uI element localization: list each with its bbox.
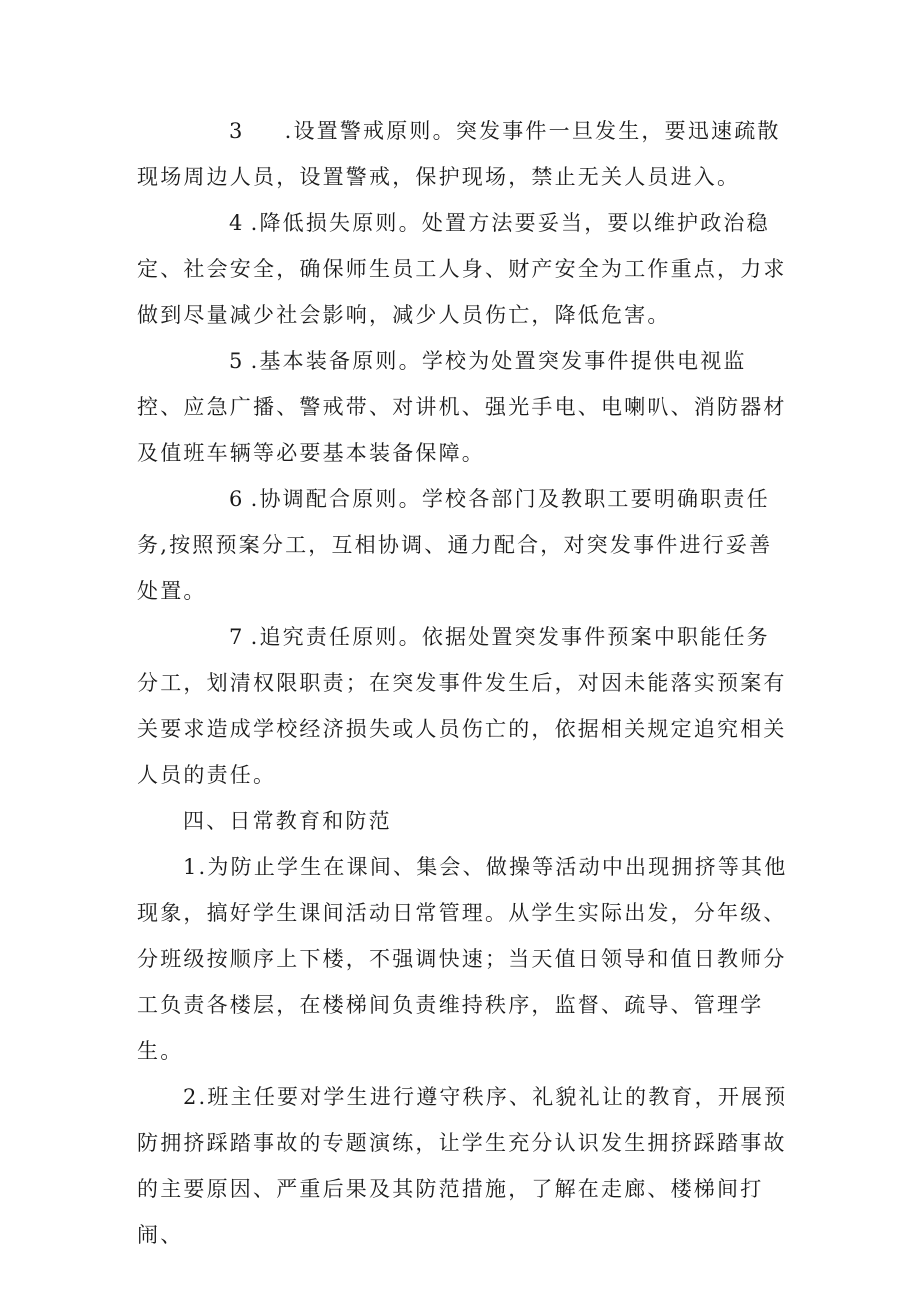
- paragraph-number: 3: [229, 119, 245, 143]
- paragraph-number: 5: [229, 349, 245, 373]
- paragraph-item-2: [137, 1074, 792, 1258]
- paragraph-principle-3: [137, 108, 792, 200]
- paragraph-principle-7: [137, 614, 792, 798]
- paragraph-principle-6: [137, 476, 792, 614]
- paragraph-text: .基本装备原则。学校为处置突发事件提供电视监控、应急广播、警戒带、对讲机、强光手电、电喇叭、消防器材及值班车辆等必要基本装备保障。: [137, 349, 787, 465]
- section-heading: 四、日常教育和防范: [183, 809, 392, 833]
- paragraph-number: 7: [229, 625, 245, 649]
- paragraph-text: .降低损失原则。处置方法要妥当，要以维护政治稳定、社会安全，确保师生员工人身、财产安全为工作重点，力求做到尽量减少社会影响，减少人员伤亡，降低危害。: [137, 211, 787, 327]
- document-body: [137, 108, 792, 1258]
- paragraph-number: 4: [229, 211, 245, 235]
- paragraph-principle-4: [137, 200, 792, 338]
- paragraph-text: 1.为防止学生在课间、集会、做操等活动中出现拥挤等其他现象，搞好学生课间活动日常管理。从学生实际出发，分年级、分班级按顺序上下楼，不强调快速；当天值日领导和值日教师分工负责各楼层，在楼梯间负责维持秩序，监督、疏导、管理学生。: [137, 855, 788, 1063]
- paragraph-text: .设置警戒原则。突发事件一旦发生，要迅速疏散现场周边人员，设置警戒，保护现场，禁止无关人员进入。: [137, 119, 781, 189]
- paragraph-principle-5: [137, 338, 792, 476]
- paragraph-item-1: [137, 844, 792, 1074]
- paragraph-text: 2.班主任要对学生进行遵守秩序、礼貌礼让的教育，开展预防拥挤踩踏事故的专题演练，让学生充分认识发生拥挤踩踏事故的主要原因、严重后果及其防范措施，了解在走廊、楼梯间打闹、: [137, 1085, 788, 1247]
- paragraph-text: .追究责任原则。依据处置突发事件预案中职能任务分工，划清权限职责；在突发事件发生后，对因未能落实预案有关要求造成学校经济损失或人员伤亡的，依据相关规定追究相关人员的责任。: [137, 625, 787, 787]
- paragraph-number: 6: [229, 487, 245, 511]
- paragraph-text: .协调配合原则。学校各部门及教职工要明确职责任务,按照预案分工，互相协调、通力配合，对突发事件进行妥善处置。: [137, 487, 773, 603]
